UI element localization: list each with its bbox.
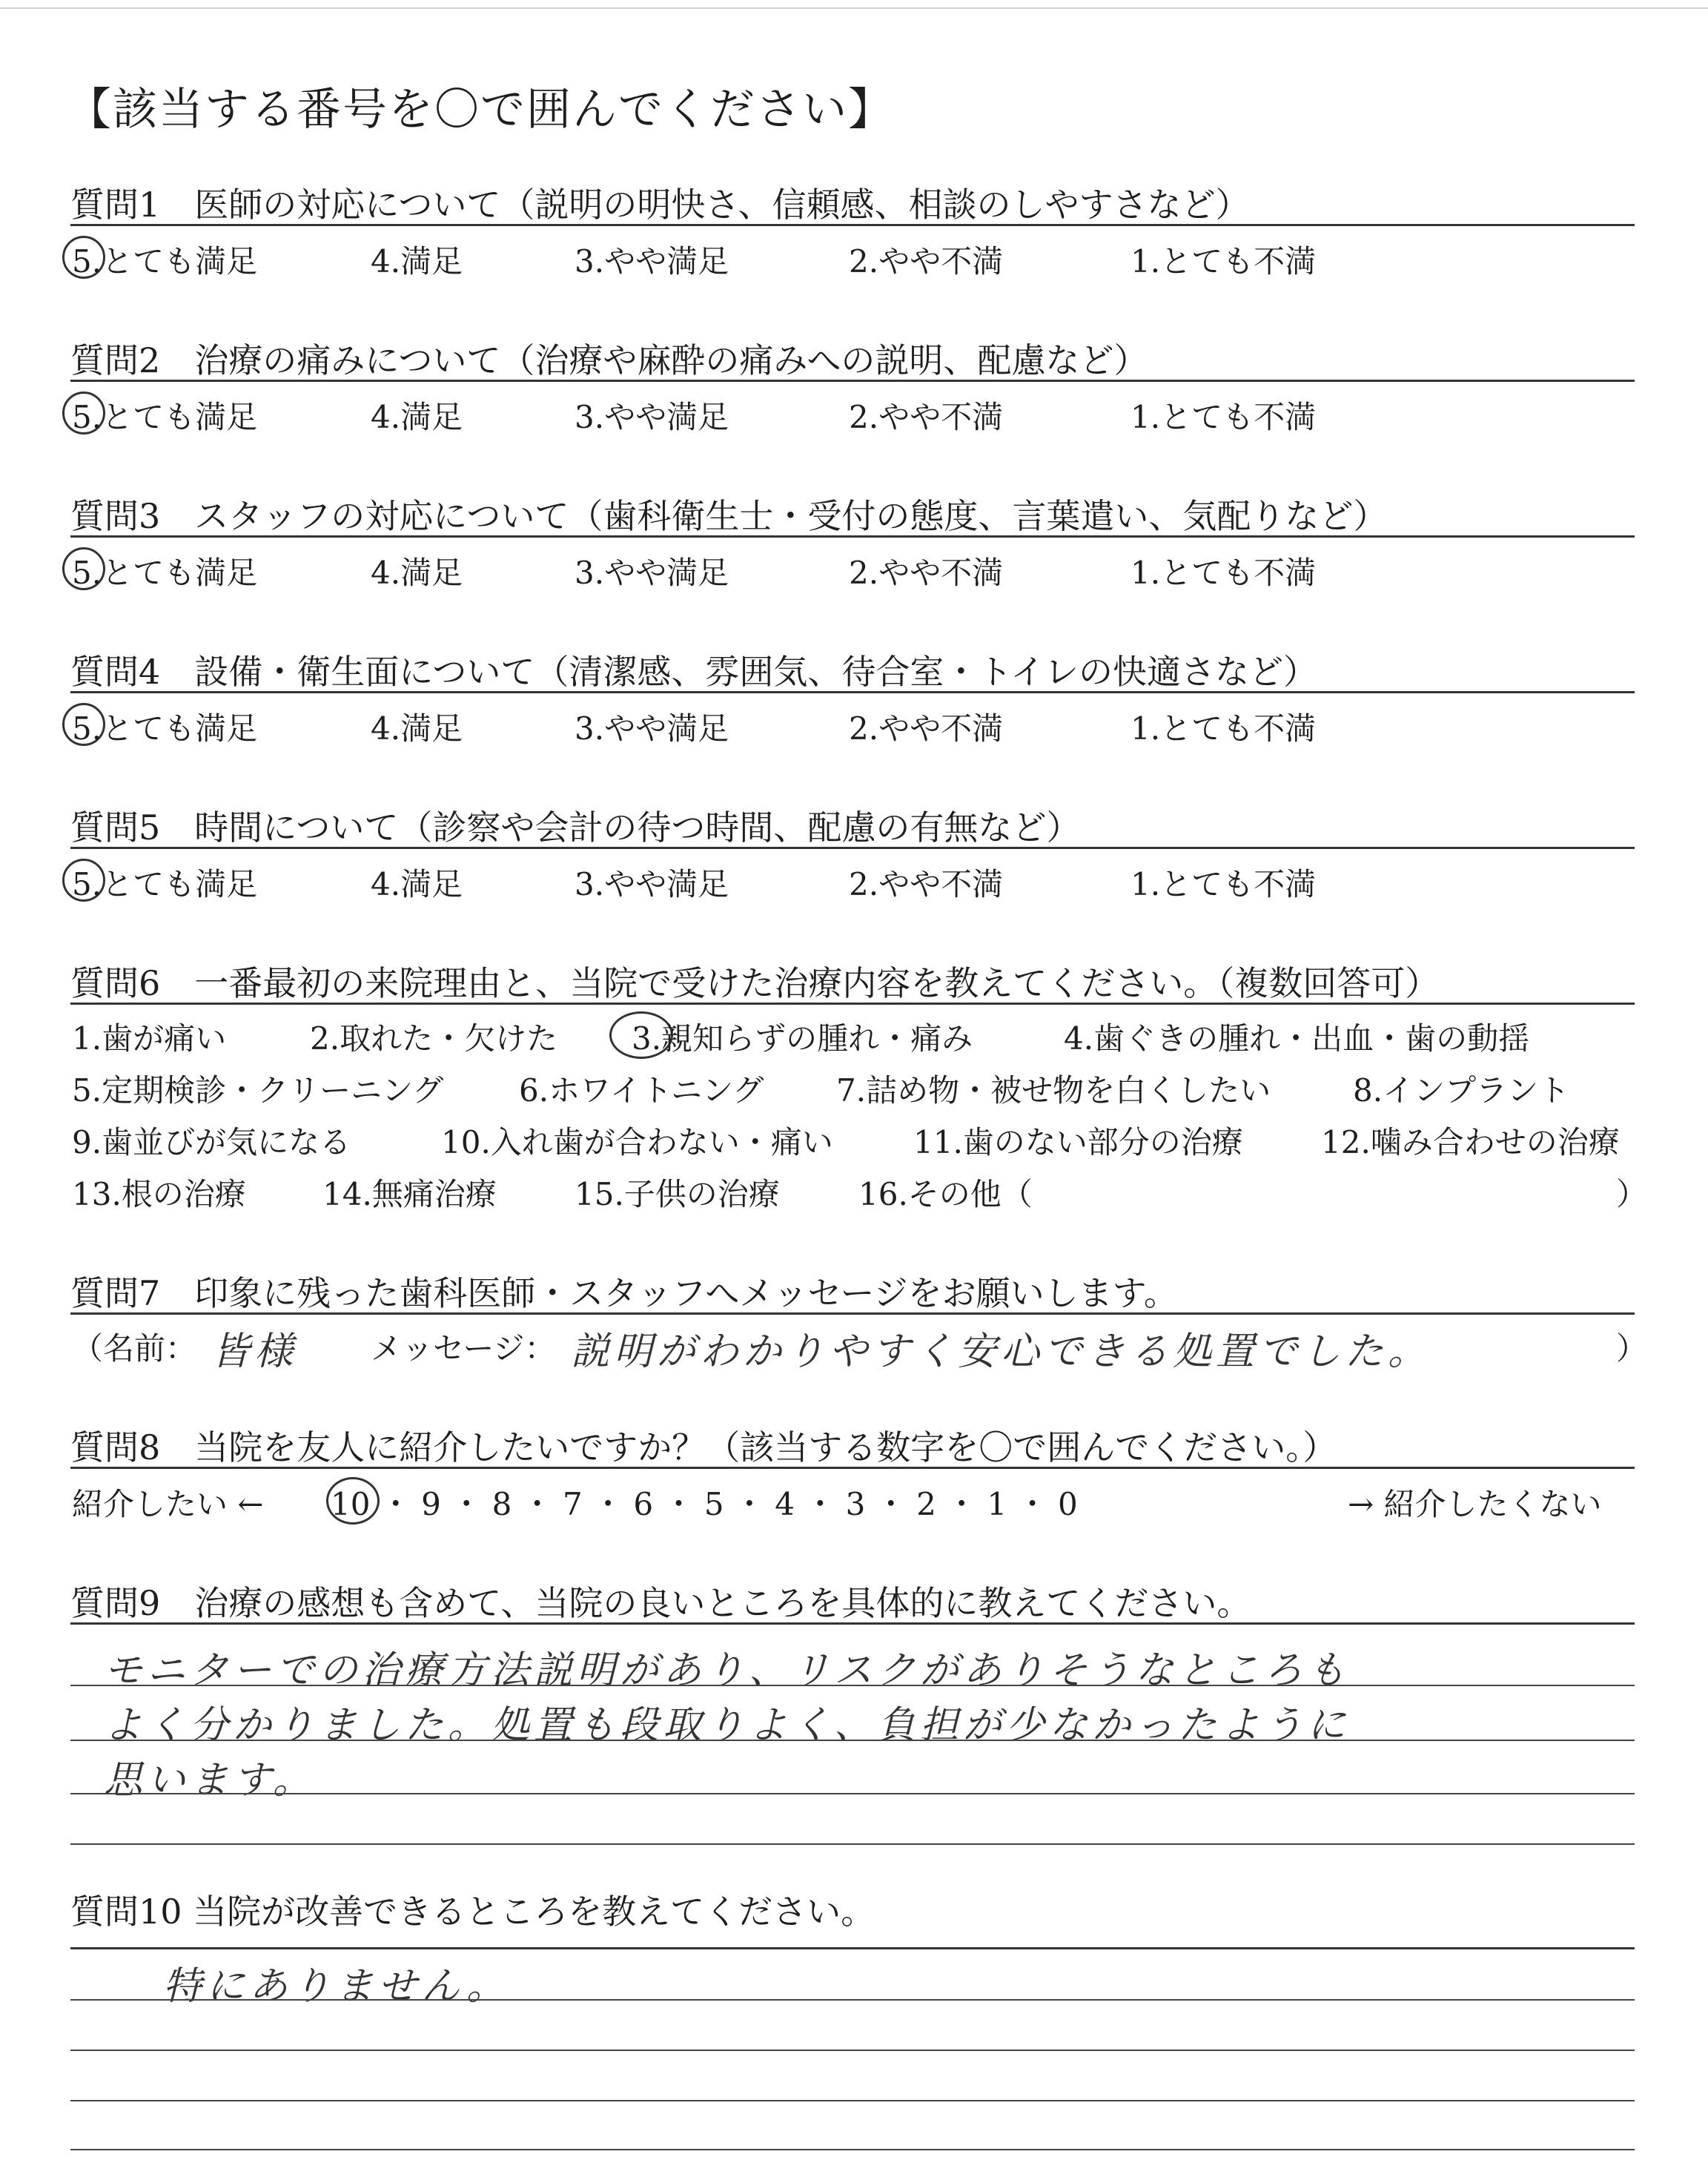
q6-option-4[interactable]: 4.歯ぐきの腫れ・出血・歯の動揺 — [1064, 1020, 1530, 1057]
q7-message-value[interactable]: 説明がわかりやすく安心できる処置でした。 — [571, 1330, 1431, 1374]
q6-option-1[interactable]: 1.歯が痛い — [72, 1020, 227, 1057]
writing-line — [70, 1999, 1635, 2001]
question-7: 質問7 印象に残った歯科医師・スタッフへメッセージをお願いします。 — [70, 1273, 1178, 1313]
question-2: 質問2 治療の痛みについて（治療や麻酔の痛みへの説明、配慮など） — [70, 340, 1148, 380]
question-3: 質問3 スタッフの対応について（歯科衛生士・受付の態度、言葉遣い、気配りなど） — [70, 496, 1388, 536]
question-6-rule — [70, 1003, 1635, 1005]
q4-option-2[interactable]: 2.やや不満 — [849, 710, 1004, 747]
q7-close: ） — [1616, 1330, 1648, 1367]
q4-option-4[interactable]: 4.満足 — [371, 710, 463, 747]
q4-option-3[interactable]: 3.やや満足 — [575, 710, 729, 747]
q6-option-13[interactable]: 13.根の治療 — [72, 1176, 246, 1212]
q1-option-3[interactable]: 3.やや満足 — [575, 243, 729, 280]
question-6: 質問6 一番最初の来院理由と、当院で受けた治療内容を教えてください。（複数回答可） — [70, 963, 1440, 1003]
q7-name-label: （名前： — [72, 1330, 197, 1367]
q8-left-label: 紹介したい ← — [72, 1486, 264, 1522]
q5-option-5[interactable]: 5.とても満足 — [72, 866, 258, 902]
writing-line — [70, 1740, 1635, 1741]
q3-option-4[interactable]: 4.満足 — [371, 555, 463, 591]
q3-option-1[interactable]: 1.とても不満 — [1131, 555, 1317, 591]
writing-line — [70, 2100, 1635, 2101]
question-8: 質問8 当院を友人に紹介したいですか？（該当する数字を〇で囲んでください。） — [70, 1427, 1337, 1467]
q9-answer-line-1[interactable]: モニターでの治療方法説明があり、リスクがありそうなところも — [104, 1648, 1350, 1693]
writing-line — [70, 1793, 1635, 1794]
q8-right-label: → 紹介したくない — [1348, 1486, 1602, 1522]
q6-option-16-close: ） — [1616, 1176, 1648, 1212]
question-7-rule — [70, 1312, 1635, 1315]
q6-option-2[interactable]: 2.取れた・欠けた — [310, 1020, 558, 1057]
q2-option-4[interactable]: 4.満足 — [371, 399, 463, 435]
question-4: 質問4 設備・衛生面について（清潔感、雰囲気、待合室・トイレの快適さなど） — [70, 652, 1318, 692]
q2-option-5[interactable]: 5.とても満足 — [72, 399, 258, 435]
question-8-rule — [70, 1467, 1635, 1469]
q5-option-3[interactable]: 3.やや満足 — [575, 866, 729, 902]
q6-option-14[interactable]: 14.無痛治療 — [322, 1176, 497, 1212]
form-heading: 【該当する番号を〇で囲んでください】 — [67, 84, 894, 136]
q6-option-12[interactable]: 12.噛み合わせの治療 — [1321, 1124, 1620, 1160]
q1-option-1[interactable]: 1.とても不満 — [1131, 243, 1317, 280]
q2-option-3[interactable]: 3.やや満足 — [575, 399, 729, 435]
q7-message-label: メッセージ： — [371, 1330, 556, 1367]
q6-option-3[interactable]: 3.親知らずの腫れ・痛み — [632, 1020, 973, 1057]
q6-option-6[interactable]: 6.ホワイトニング — [519, 1072, 764, 1109]
q9-answer-line-3[interactable]: 思います。 — [104, 1758, 316, 1803]
question-4-rule — [70, 691, 1635, 693]
q4-option-5[interactable]: 5.とても満足 — [72, 710, 258, 747]
q3-option-2[interactable]: 2.やや不満 — [849, 555, 1004, 591]
q6-option-7[interactable]: 7.詰め物・被せ物を白くしたい — [836, 1072, 1271, 1109]
question-1: 質問1 医師の対応について（説明の明快さ、信頼感、相談のしやすさなど） — [70, 185, 1250, 225]
q4-option-1[interactable]: 1.とても不満 — [1131, 710, 1317, 747]
question-2-rule — [70, 380, 1635, 382]
q6-option-10[interactable]: 10.入れ歯が合わない・痛い — [441, 1124, 833, 1160]
q1-option-2[interactable]: 2.やや不満 — [849, 243, 1004, 280]
writing-line — [70, 1843, 1635, 1845]
q5-option-4[interactable]: 4.満足 — [371, 866, 463, 902]
q3-option-5[interactable]: 5.とても満足 — [72, 555, 258, 591]
question-9: 質問9 治療の感想も含めて、当院の良いところを具体的に教えてください。 — [70, 1583, 1251, 1623]
q6-option-9[interactable]: 9.歯並びが気になる — [72, 1124, 351, 1160]
q3-option-3[interactable]: 3.やや満足 — [575, 555, 729, 591]
question-10: 質問10 当院が改善できるところを教えてください。 — [70, 1892, 875, 1932]
question-3-rule — [70, 535, 1635, 538]
question-10-rule — [70, 1947, 1635, 1949]
q8-scale[interactable]: 10 ・ 9 ・ 8 ・ 7 ・ 6 ・ 5 ・ 4 ・ 3 ・ 2 ・ 1 ・ 0 — [331, 1486, 1078, 1522]
q9-answer-line-2[interactable]: よく分かりました。処置も段取りよく、負担が少なかったように — [104, 1703, 1350, 1748]
question-5-rule — [70, 847, 1635, 849]
question-9-rule — [70, 1622, 1635, 1625]
q1-option-4[interactable]: 4.満足 — [371, 243, 463, 280]
writing-line — [70, 1685, 1635, 1686]
q7-name-value[interactable]: 皆様 — [211, 1330, 298, 1374]
top-border — [0, 7, 1708, 19]
q5-option-1[interactable]: 1.とても不満 — [1131, 866, 1317, 902]
question-1-rule — [70, 224, 1635, 226]
q2-option-2[interactable]: 2.やや不満 — [849, 399, 1004, 435]
question-5: 質問5 時間について（診察や会計の待つ時間、配慮の有無など） — [70, 807, 1081, 848]
q6-option-8[interactable]: 8.インプラント — [1353, 1072, 1570, 1109]
writing-line — [70, 2149, 1635, 2150]
q10-answer[interactable]: 特にありません。 — [163, 1964, 510, 2009]
q6-option-11[interactable]: 11.歯のない部分の治療 — [913, 1124, 1243, 1160]
q1-option-5[interactable]: 5.とても満足 — [72, 243, 258, 280]
q6-option-16[interactable]: 16.その他（ — [858, 1176, 1033, 1212]
q2-option-1[interactable]: 1.とても不満 — [1131, 399, 1317, 435]
q6-option-15[interactable]: 15.子供の治療 — [575, 1176, 780, 1212]
writing-line — [70, 2050, 1635, 2051]
q6-option-5[interactable]: 5.定期検診・クリーニング — [72, 1072, 444, 1109]
q5-option-2[interactable]: 2.やや不満 — [849, 866, 1004, 902]
